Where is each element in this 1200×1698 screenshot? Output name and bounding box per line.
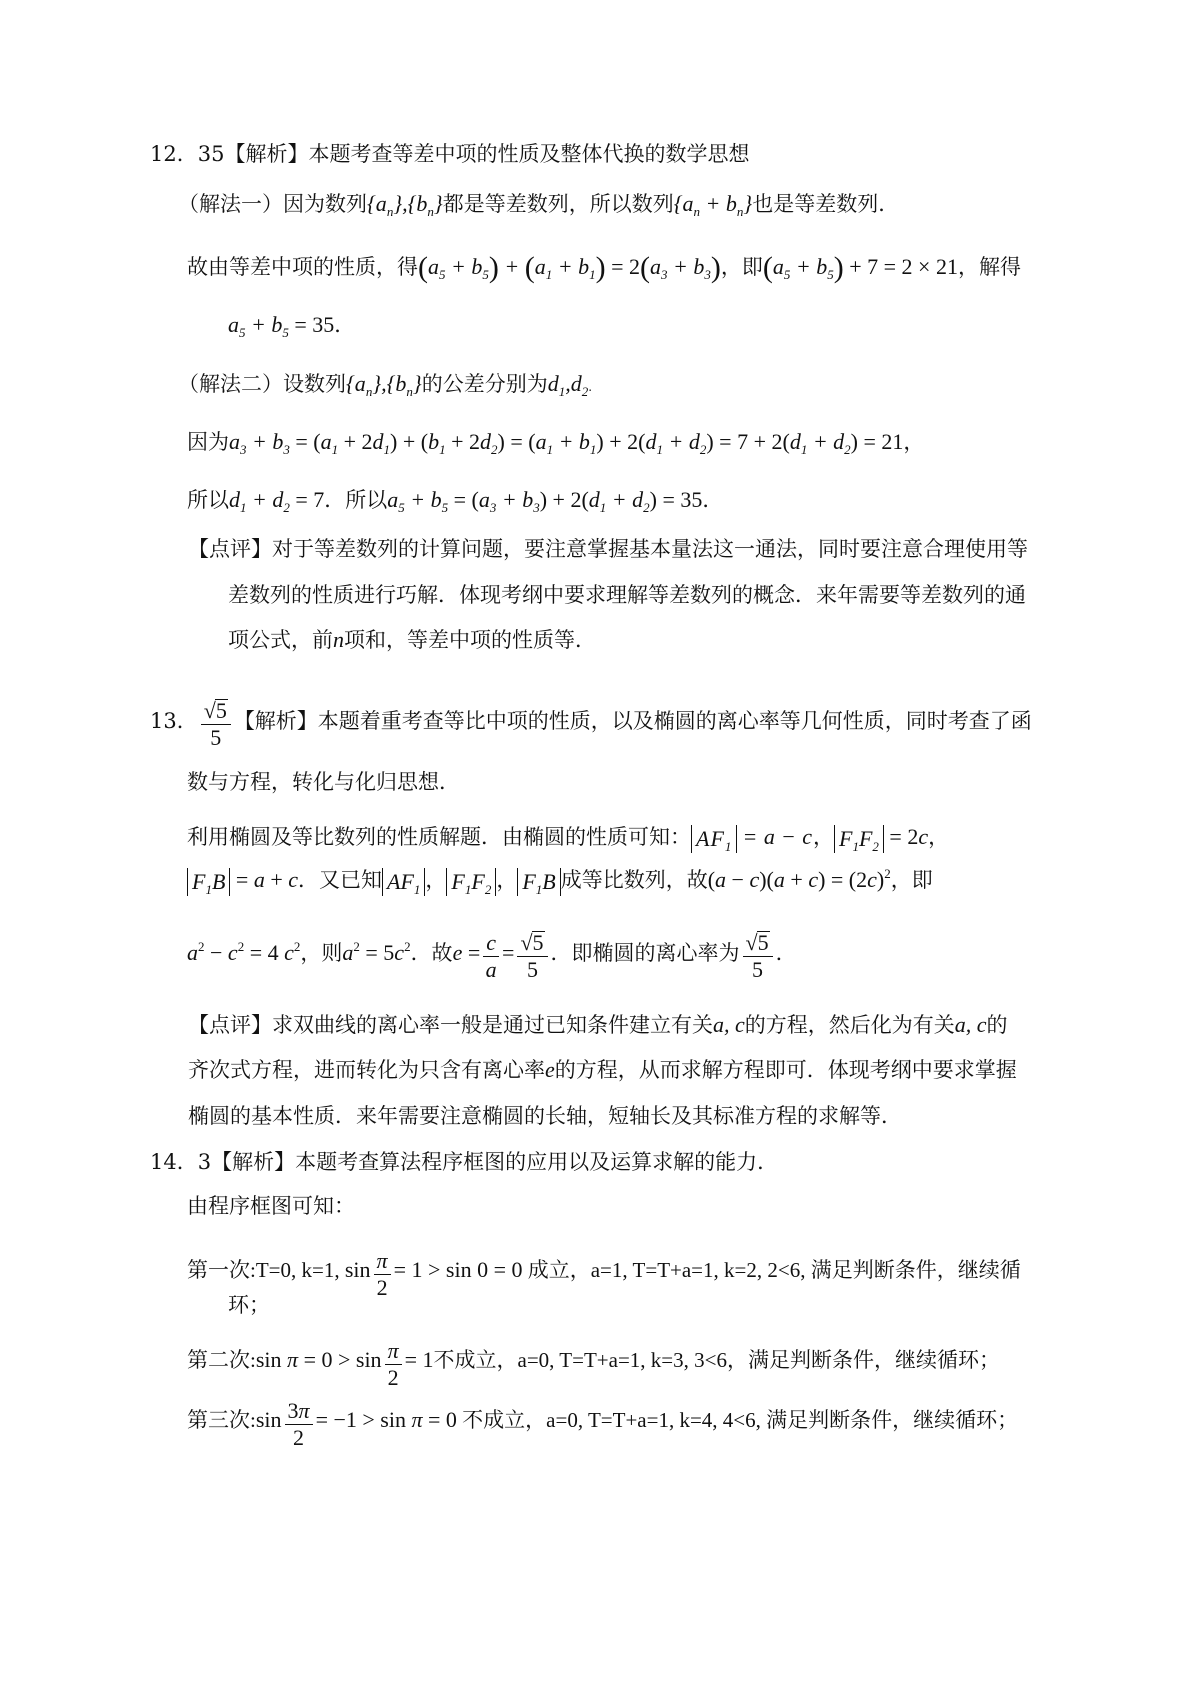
q12-method2-line3: 所以$d_1 + d_2 = 7$．所以$a_5 + b_5 = (a_3 + b_3) + 2(d_1 + d_2) = 35$． bbox=[187, 487, 724, 515]
q14-heading: 14．3【解析】本题考查算法程序框图的应用以及运算求解的能力． bbox=[150, 1150, 779, 1174]
q13-comment-line1: 【点评】求双曲线的离心率一般是通过已知条件建立有关a, c的方程，然后化为有关a, c的 bbox=[188, 1012, 1008, 1037]
q13-comment-line2: 齐次式方程，进而转化为只含有离心率e的方程，从而求解方程即可．体现考纲中要求掌握 bbox=[188, 1057, 1017, 1082]
q12-method1-line2: 故由等差中项的性质，得$(a_5 + b_5) + (a_1 + b_1) = 2(a_3 + b_3)$，即$(a_5 + b_5) + 7 = 2 \times 21$，解得 bbox=[187, 251, 1021, 284]
q12-method1-result: $a_5 + b_5 = 35$． bbox=[228, 312, 356, 340]
q12-heading: 12．35【解析】本题考查等差中项的性质及整体代换的数学思想 bbox=[150, 142, 750, 166]
q13-line4: $F_1B = a + c$．又已知 $AF_1$ ， $F_1F_2$ ， $F_1B$ 成等比数列，故$(a - c)(a + c) = (2c)^2$，即 bbox=[187, 865, 933, 896]
q12-comment-line1: 【点评】对于等差数列的计算问题，要注意掌握基本量法这一通法，同时要注意合理使用等 bbox=[188, 537, 1028, 561]
q14-step1: 第一次:T=0, k=1, sin $\frac{\pi}{2}$ = 1 > sin 0 = 0 成立，a=1, T=T+a=1, k=2, 2<6, 满足判断条件，继续循 bbox=[187, 1247, 1021, 1300]
q12-comment-line2: 差数列的性质进行巧解．体现考纲中要求理解等差数列的概念．来年需要等差数列的通 bbox=[228, 583, 1026, 607]
q12-comment-line3: 项公式，前n项和，等差中项的性质等． bbox=[228, 627, 596, 652]
q14-step3: 第三次:sin $\frac{3\pi}{2}$ = −1 > sin π = 0 不成立，a=0, T=T+a=1, k=4, 4<6, 满足判断条件，继续循环； bbox=[187, 1397, 1019, 1450]
q13-line3: 利用椭圆及等比数列的性质解题．由椭圆的性质可知： $AF_1 = a - c$， $F_1F_2 = 2c$， bbox=[187, 824, 950, 854]
q12-method1-line1: （解法一）因为数列$\{a_n\},\{b_n\}$都是等差数列，所以数列$\{a_n + b_n\}$也是等差数列． bbox=[178, 191, 900, 219]
q14-step2: 第二次:sin π = 0 > sin $\frac{\pi}{2}$ = 1不成立，a=0, T=T+a=1, k=3, 3<6，满足判断条件，继续循环； bbox=[187, 1337, 1000, 1390]
q13-line5: $a^2 - c^2 = 4$ $c^2$，则$a^2 = 5c^2$．故e = $\frac{c}{a}$ = $\frac{√5}{5}$ ．即椭圆的离心率为 $\frac{√5}{5}$ ． bbox=[187, 930, 797, 982]
q13-comment-line3: 椭圆的基本性质．来年需要注意椭圆的长轴，短轴长及其标准方程的求解等． bbox=[188, 1104, 902, 1128]
q13-heading: 13． $\frac{√5}{5}$ 【解析】本题着重考查等比中项的性质，以及椭圆的离心率等几何性质，同时考查了函 bbox=[150, 698, 1032, 750]
q12-method2-line1: （解法二）设数列$\{a_n\},\{b_n\}$的公差分别为$d_1,d_2$. bbox=[178, 371, 593, 399]
q14-line2: 由程序框图可知： bbox=[187, 1194, 355, 1218]
q14-step1-cont: 环； bbox=[228, 1293, 270, 1317]
q12-method2-line2: 因为$a_3 + b_3 = (a_1 + 2d_1) + (b_1 + 2d_2) = (a_1 + b_1) + 2(d_1 + d_2) = 7 + 2(d_1 + d_2) = 21$， bbox=[187, 429, 925, 457]
q13-line2: 数与方程，转化与化归思想． bbox=[187, 770, 460, 794]
